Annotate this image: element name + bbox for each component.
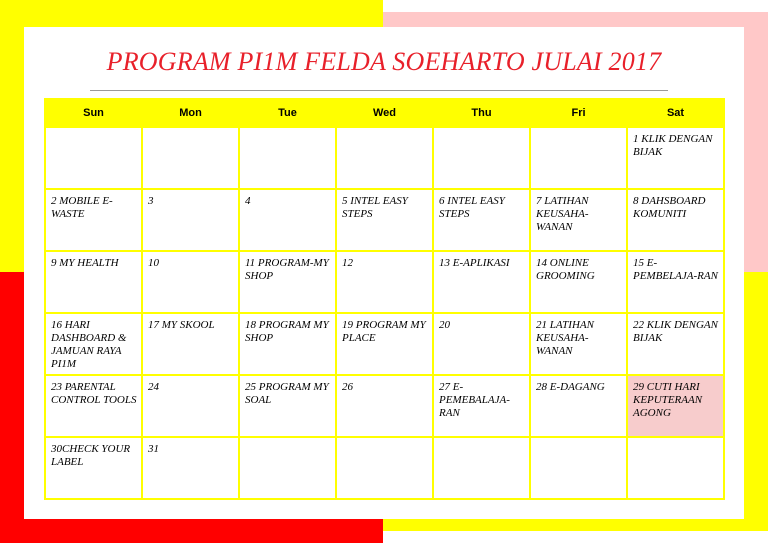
day-cell — [433, 251, 530, 313]
day-cell — [530, 313, 627, 375]
calendar-table — [44, 98, 725, 500]
day-cell — [239, 127, 336, 189]
day-cell-text: 11 PROGRAM-MY SHOP — [245, 257, 329, 282]
day-cell-text: 29 CUTI HARI KEPUTERAAN AGONG — [633, 381, 703, 419]
day-cell-text — [337, 128, 432, 133]
day-cell-text: 24 — [148, 381, 159, 393]
week-row-2 — [45, 189, 724, 251]
day-cell-text: 28 E-DAGANG — [536, 381, 605, 393]
day-cell-text: 22 KLIK DENGAN BIJAK — [633, 319, 718, 344]
day-cell — [142, 251, 239, 313]
day-cell-text: 12 — [342, 257, 353, 269]
day-cell — [142, 127, 239, 189]
day-cell — [530, 127, 627, 189]
weekday-tue: Tue — [239, 99, 336, 127]
day-cell — [433, 189, 530, 251]
day-cell-text: 5 INTEL EASY STEPS — [342, 195, 408, 220]
day-cell-text: 20 — [439, 319, 450, 331]
day-cell — [239, 437, 336, 499]
day-cell-text: 8 DAHSBOARD KOMUNITI — [633, 195, 706, 220]
weekday-wed: Wed — [336, 99, 433, 127]
week-row-5 — [45, 375, 724, 437]
day-cell — [45, 437, 142, 499]
day-cell-text: 14 ONLINE GROOMING — [536, 257, 595, 282]
day-cell — [627, 127, 724, 189]
week-row-6 — [45, 437, 724, 499]
title-divider — [90, 90, 668, 91]
week-row-3 — [45, 251, 724, 313]
day-cell-text — [434, 438, 529, 443]
day-cell — [45, 375, 142, 437]
day-cell-text — [143, 128, 238, 133]
day-cell — [336, 189, 433, 251]
day-cell — [627, 437, 724, 499]
week-row-4 — [45, 313, 724, 375]
day-cell-text: 23 PARENTAL CONTROL TOOLS — [51, 381, 137, 406]
day-cell-text — [240, 128, 335, 133]
day-cell — [530, 251, 627, 313]
day-cell — [433, 375, 530, 437]
day-cell — [239, 189, 336, 251]
day-cell-text — [46, 128, 141, 133]
day-cell-text: 19 PROGRAM MY PLACE — [342, 319, 426, 344]
day-cell — [433, 313, 530, 375]
weekday-sun: Sun — [45, 99, 142, 127]
day-cell — [142, 375, 239, 437]
day-cell-text: 17 MY SKOOL — [148, 319, 215, 331]
weekday-header-row — [45, 99, 724, 127]
day-cell — [45, 189, 142, 251]
day-cell — [239, 375, 336, 437]
weekday-mon: Mon — [142, 99, 239, 127]
day-cell — [336, 375, 433, 437]
day-cell-text — [240, 438, 335, 443]
weekday-thu: Thu — [433, 99, 530, 127]
day-cell — [45, 313, 142, 375]
day-cell — [239, 251, 336, 313]
day-cell — [627, 189, 724, 251]
day-cell-text: 21 LATIHAN KEUSAHA-WANAN — [536, 319, 594, 357]
day-cell — [142, 189, 239, 251]
day-cell-text: 6 INTEL EASY STEPS — [439, 195, 505, 220]
day-cell-text: 13 E-APLIKASI — [439, 257, 510, 269]
page-title: PROGRAM PI1M FELDA SOEHARTO JULAI 2017 — [106, 47, 662, 76]
day-cell — [142, 313, 239, 375]
day-cell — [530, 189, 627, 251]
day-cell — [239, 313, 336, 375]
day-cell-text — [337, 438, 432, 443]
day-cell — [433, 127, 530, 189]
day-cell-text — [628, 438, 723, 443]
day-cell-text: 7 LATIHAN KEUSAHA-WANAN — [536, 195, 589, 233]
day-cell-text: 25 PROGRAM MY SOAL — [245, 381, 329, 406]
day-cell-text: 2 MOBILE E-WASTE — [51, 195, 113, 220]
day-cell-text — [434, 128, 529, 133]
day-cell-text: 1 KLIK DENGAN BIJAK — [633, 133, 713, 158]
day-cell — [142, 437, 239, 499]
day-cell — [45, 251, 142, 313]
day-cell-text: 3 — [148, 195, 154, 207]
day-cell-text: 26 — [342, 381, 353, 393]
day-cell — [433, 437, 530, 499]
day-cell-text: 10 — [148, 257, 159, 269]
day-cell-text — [531, 128, 626, 133]
day-cell-text: 31 — [148, 443, 159, 455]
week-row-1 — [45, 127, 724, 189]
weekday-sat: Sat — [627, 99, 724, 127]
day-cell — [336, 251, 433, 313]
day-cell — [627, 313, 724, 375]
calendar-page — [24, 27, 744, 519]
day-cell-text: 9 MY HEALTH — [51, 257, 119, 269]
day-cell — [627, 251, 724, 313]
day-cell-text: 15 E-PEMBELAJA-RAN — [633, 257, 718, 282]
day-cell — [336, 313, 433, 375]
day-cell — [336, 127, 433, 189]
day-cell-text: 27 E-PEMEBALAJA-RAN — [439, 381, 510, 419]
day-cell-text — [531, 438, 626, 443]
day-cell — [336, 437, 433, 499]
day-cell-text: 16 HARI DASHBOARD & JAMUAN RAYA PI1M — [51, 319, 127, 370]
day-cell-text: 30CHECK YOUR LABEL — [51, 443, 131, 468]
weekday-fri: Fri — [530, 99, 627, 127]
day-cell-text: 18 PROGRAM MY SHOP — [245, 319, 329, 344]
day-cell — [45, 127, 142, 189]
day-cell — [530, 437, 627, 499]
day-cell — [530, 375, 627, 437]
day-cell-holiday — [627, 375, 724, 437]
day-cell-text: 4 — [245, 195, 251, 207]
